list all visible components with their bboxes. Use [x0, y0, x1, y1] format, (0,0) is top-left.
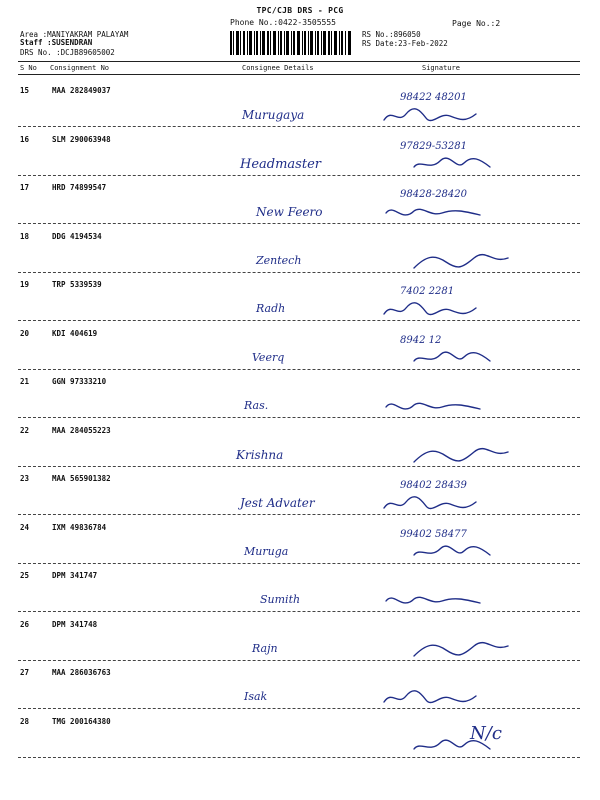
row-serial-number: 23 — [20, 474, 30, 483]
row-serial-number: 18 — [20, 231, 30, 241]
row-separator — [18, 563, 580, 564]
row-separator — [18, 320, 580, 321]
row-separator — [18, 126, 580, 127]
handwritten-consignee-name: Krishna — [236, 447, 284, 462]
signature-scribble — [380, 104, 490, 128]
handwritten-note: 99402 58477 — [400, 528, 467, 540]
row-separator — [18, 611, 580, 612]
barcode — [230, 31, 352, 55]
row-consignment-number: TRP 5339539 — [52, 280, 102, 289]
header-divider-top — [18, 61, 580, 62]
row-serial-number: 16 — [20, 134, 30, 144]
row-serial-number: 21 — [20, 377, 30, 386]
handwritten-consignee-name: Isak — [244, 690, 268, 703]
row-serial-number: 19 — [20, 280, 30, 289]
row-serial-number: 24 — [20, 522, 30, 532]
row-separator — [18, 466, 580, 467]
row-separator — [18, 175, 580, 176]
rs-number: RS No.:896050 — [362, 30, 421, 39]
row-serial-number: 27 — [20, 668, 30, 677]
row-consignment-number: MAA 282849037 — [52, 86, 111, 95]
col-header-signature: Signature — [422, 64, 460, 72]
handwritten-consignee-name: New Feero — [256, 205, 323, 219]
phone-number: Phone No.:0422-3505555 — [230, 18, 336, 27]
row-consignment-number: TMG 200164380 — [52, 716, 111, 726]
row-consignment-number: DPM 341748 — [52, 619, 98, 629]
signature-scribble — [410, 735, 520, 759]
signature-scribble — [410, 444, 520, 468]
handwritten-consignee-name: Rajn — [252, 641, 278, 655]
row-serial-number: 26 — [20, 619, 30, 629]
row-serial-number: 20 — [20, 328, 30, 338]
signature-scribble — [380, 201, 490, 225]
handwritten-note: N/c — [470, 722, 502, 744]
row-consignment-number: DPM 341747 — [52, 571, 98, 580]
handwritten-note: 8942 12 — [400, 334, 442, 346]
handwritten-note: 98422 48201 — [400, 92, 467, 103]
row-consignment-number: MAA 284055223 — [52, 425, 111, 435]
handwritten-note: 98428-28420 — [400, 189, 468, 200]
row-separator — [18, 223, 580, 224]
row-consignment-number: MAA 286036763 — [52, 668, 111, 677]
handwritten-consignee-name: Veerq — [252, 350, 285, 364]
signature-scribble — [380, 492, 490, 516]
row-consignment-number: KDI 404619 — [52, 328, 98, 338]
row-serial-number: 22 — [20, 425, 30, 435]
handwritten-consignee-name: Muruga — [244, 544, 289, 558]
row-separator — [18, 417, 580, 418]
staff-label: Staff :SUSENDRAN — [20, 38, 93, 47]
handwritten-consignee-name: Zentech — [256, 253, 302, 267]
page-number: Page No.:2 — [452, 19, 501, 28]
signature-scribble — [380, 589, 490, 613]
signature-scribble — [410, 638, 520, 662]
handwritten-consignee-name: Headmaster — [240, 156, 321, 172]
header-divider-bottom — [18, 74, 580, 75]
row-separator — [18, 514, 580, 515]
row-consignment-number: DDG 4194534 — [52, 231, 102, 241]
document-title: TPC/CJB DRS - PCG — [256, 6, 344, 15]
row-consignment-number: HRD 74899547 — [52, 183, 107, 192]
handwritten-consignee-name: Murugaya — [242, 108, 305, 122]
drs-number: DRS No. :DCJB89605002 — [20, 48, 115, 57]
handwritten-note: 7402 2281 — [400, 286, 455, 297]
row-separator — [18, 708, 580, 709]
signature-scribble — [380, 298, 490, 322]
row-separator — [18, 272, 580, 273]
handwritten-note: 97829-53281 — [400, 140, 468, 152]
row-serial-number: 25 — [20, 571, 30, 580]
handwritten-consignee-name: Ras. — [244, 399, 269, 412]
row-serial-number: 28 — [20, 716, 30, 726]
row-separator — [18, 369, 580, 370]
handwritten-consignee-name: Jest Advater — [240, 496, 315, 510]
signature-scribble — [380, 395, 490, 419]
row-serial-number: 15 — [20, 86, 30, 95]
row-consignment-number: IXM 49836784 — [52, 522, 107, 532]
rs-date: RS Date:23-Feb-2022 — [362, 39, 448, 48]
handwritten-consignee-name: Sumith — [260, 593, 301, 606]
handwritten-note: 98402 28439 — [400, 480, 467, 491]
signature-scribble — [410, 347, 520, 371]
row-separator — [18, 757, 580, 758]
row-separator — [18, 660, 580, 661]
signature-scribble — [410, 153, 520, 177]
col-header-details: Consignee Details — [242, 64, 314, 72]
row-serial-number: 17 — [20, 183, 30, 192]
signature-scribble — [410, 250, 520, 274]
row-consignment-number: SLM 290063948 — [52, 134, 111, 144]
signature-scribble — [380, 686, 490, 710]
area-label: Area :MANIYAKRAM PALAYAM — [20, 30, 129, 39]
row-consignment-number: GGN 97333210 — [52, 377, 107, 386]
signature-scribble — [410, 541, 520, 565]
row-consignment-number: MAA 565901382 — [52, 474, 111, 483]
col-header-consignment: Consignment No — [50, 64, 110, 72]
handwritten-consignee-name: Radh — [256, 302, 286, 315]
col-header-sno: S No — [20, 64, 37, 72]
